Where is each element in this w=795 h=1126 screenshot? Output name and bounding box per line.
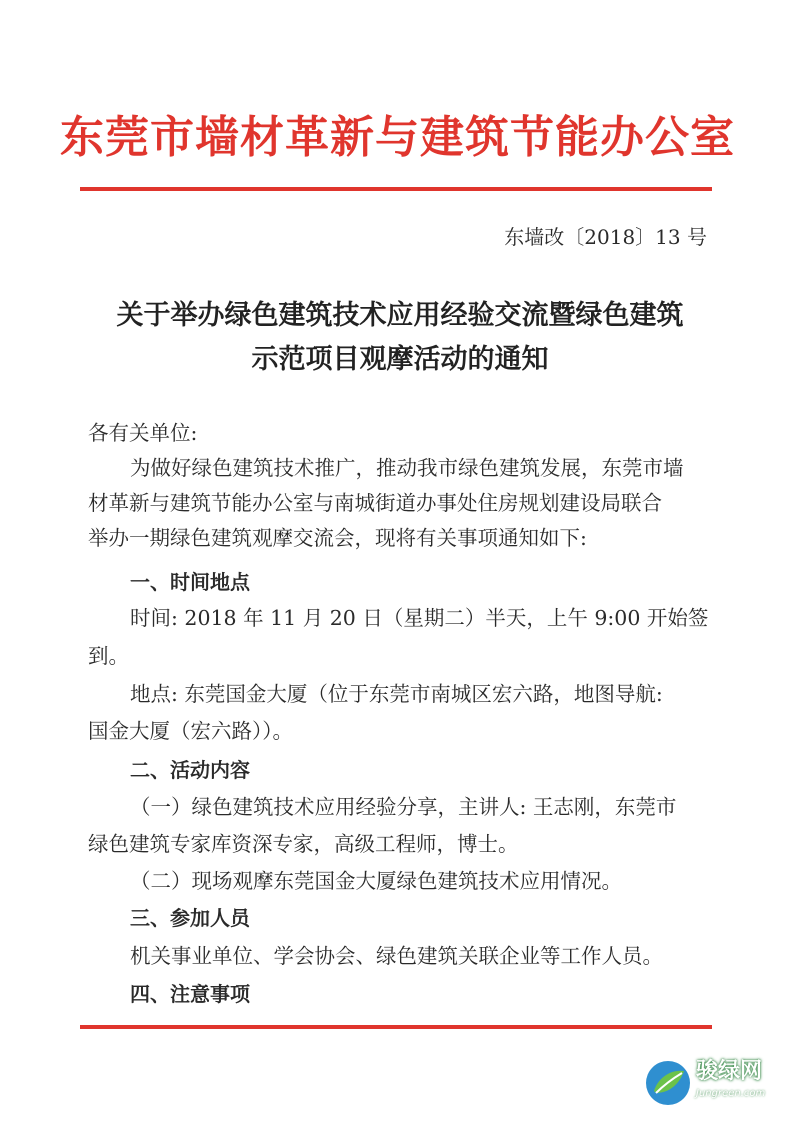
activity-item-1-line-2: 绿色建筑专家库资深专家，高级工程师，博士。: [88, 832, 519, 856]
intro-line-3: 举办一期绿色建筑观摩交流会，现将有关事项通知如下:: [88, 526, 587, 550]
place-line-1: 地点: 东莞国金大厦（位于东莞市南城区宏六路，地图导航:: [130, 682, 663, 706]
place-line-2: 国金大厦（宏六路））。: [88, 719, 293, 743]
masthead-title: 东莞市墙材革新与建筑节能办公室: [60, 112, 735, 163]
watermark: [644, 1055, 784, 1111]
activity-item-1-line-1: （一）绿色建筑技术应用经验分享，主讲人: 王志刚，东莞市: [130, 795, 677, 819]
leaf-logo-icon: [644, 1059, 692, 1107]
document-title-line-2: 示范项目观摩活动的通知: [251, 344, 549, 375]
intro-line-1: 为做好绿色建筑技术推广，推动我市绿色建筑发展，东莞市墙: [130, 456, 684, 480]
watermark-name: 骏绿网: [696, 1059, 763, 1084]
intro-line-2: 材革新与建筑节能办公室与南城街道办事处住房规划建设局联合: [88, 491, 662, 515]
time-line-1: 时间: 2018 年 11 月 20 日（星期二）半天，上午 9:00 开始签: [130, 606, 709, 630]
section-heading-participants: 三、参加人员: [130, 906, 250, 930]
section-heading-notes: 四、注意事项: [130, 982, 250, 1006]
footer-red-rule: [80, 1025, 712, 1029]
salutation: 各有关单位:: [88, 421, 198, 445]
activity-item-2: （二）现场观摩东莞国金大厦绿色建筑技术应用情况。: [130, 869, 622, 893]
section-heading-activity: 二、活动内容: [130, 758, 250, 782]
watermark-url: Jungreen.com: [696, 1088, 766, 1099]
participants-text: 机关事业单位、学会协会、绿色建筑关联企业等工作人员。: [130, 944, 663, 968]
section-heading-time-place: 一、时间地点: [130, 570, 250, 594]
document-title-line-1: 关于举办绿色建筑技术应用经验交流暨绿色建筑: [116, 300, 684, 331]
document-number: 东墙改〔2018〕13 号: [504, 225, 707, 249]
masthead-red-rule: [80, 187, 712, 191]
time-line-2: 到。: [88, 644, 129, 668]
